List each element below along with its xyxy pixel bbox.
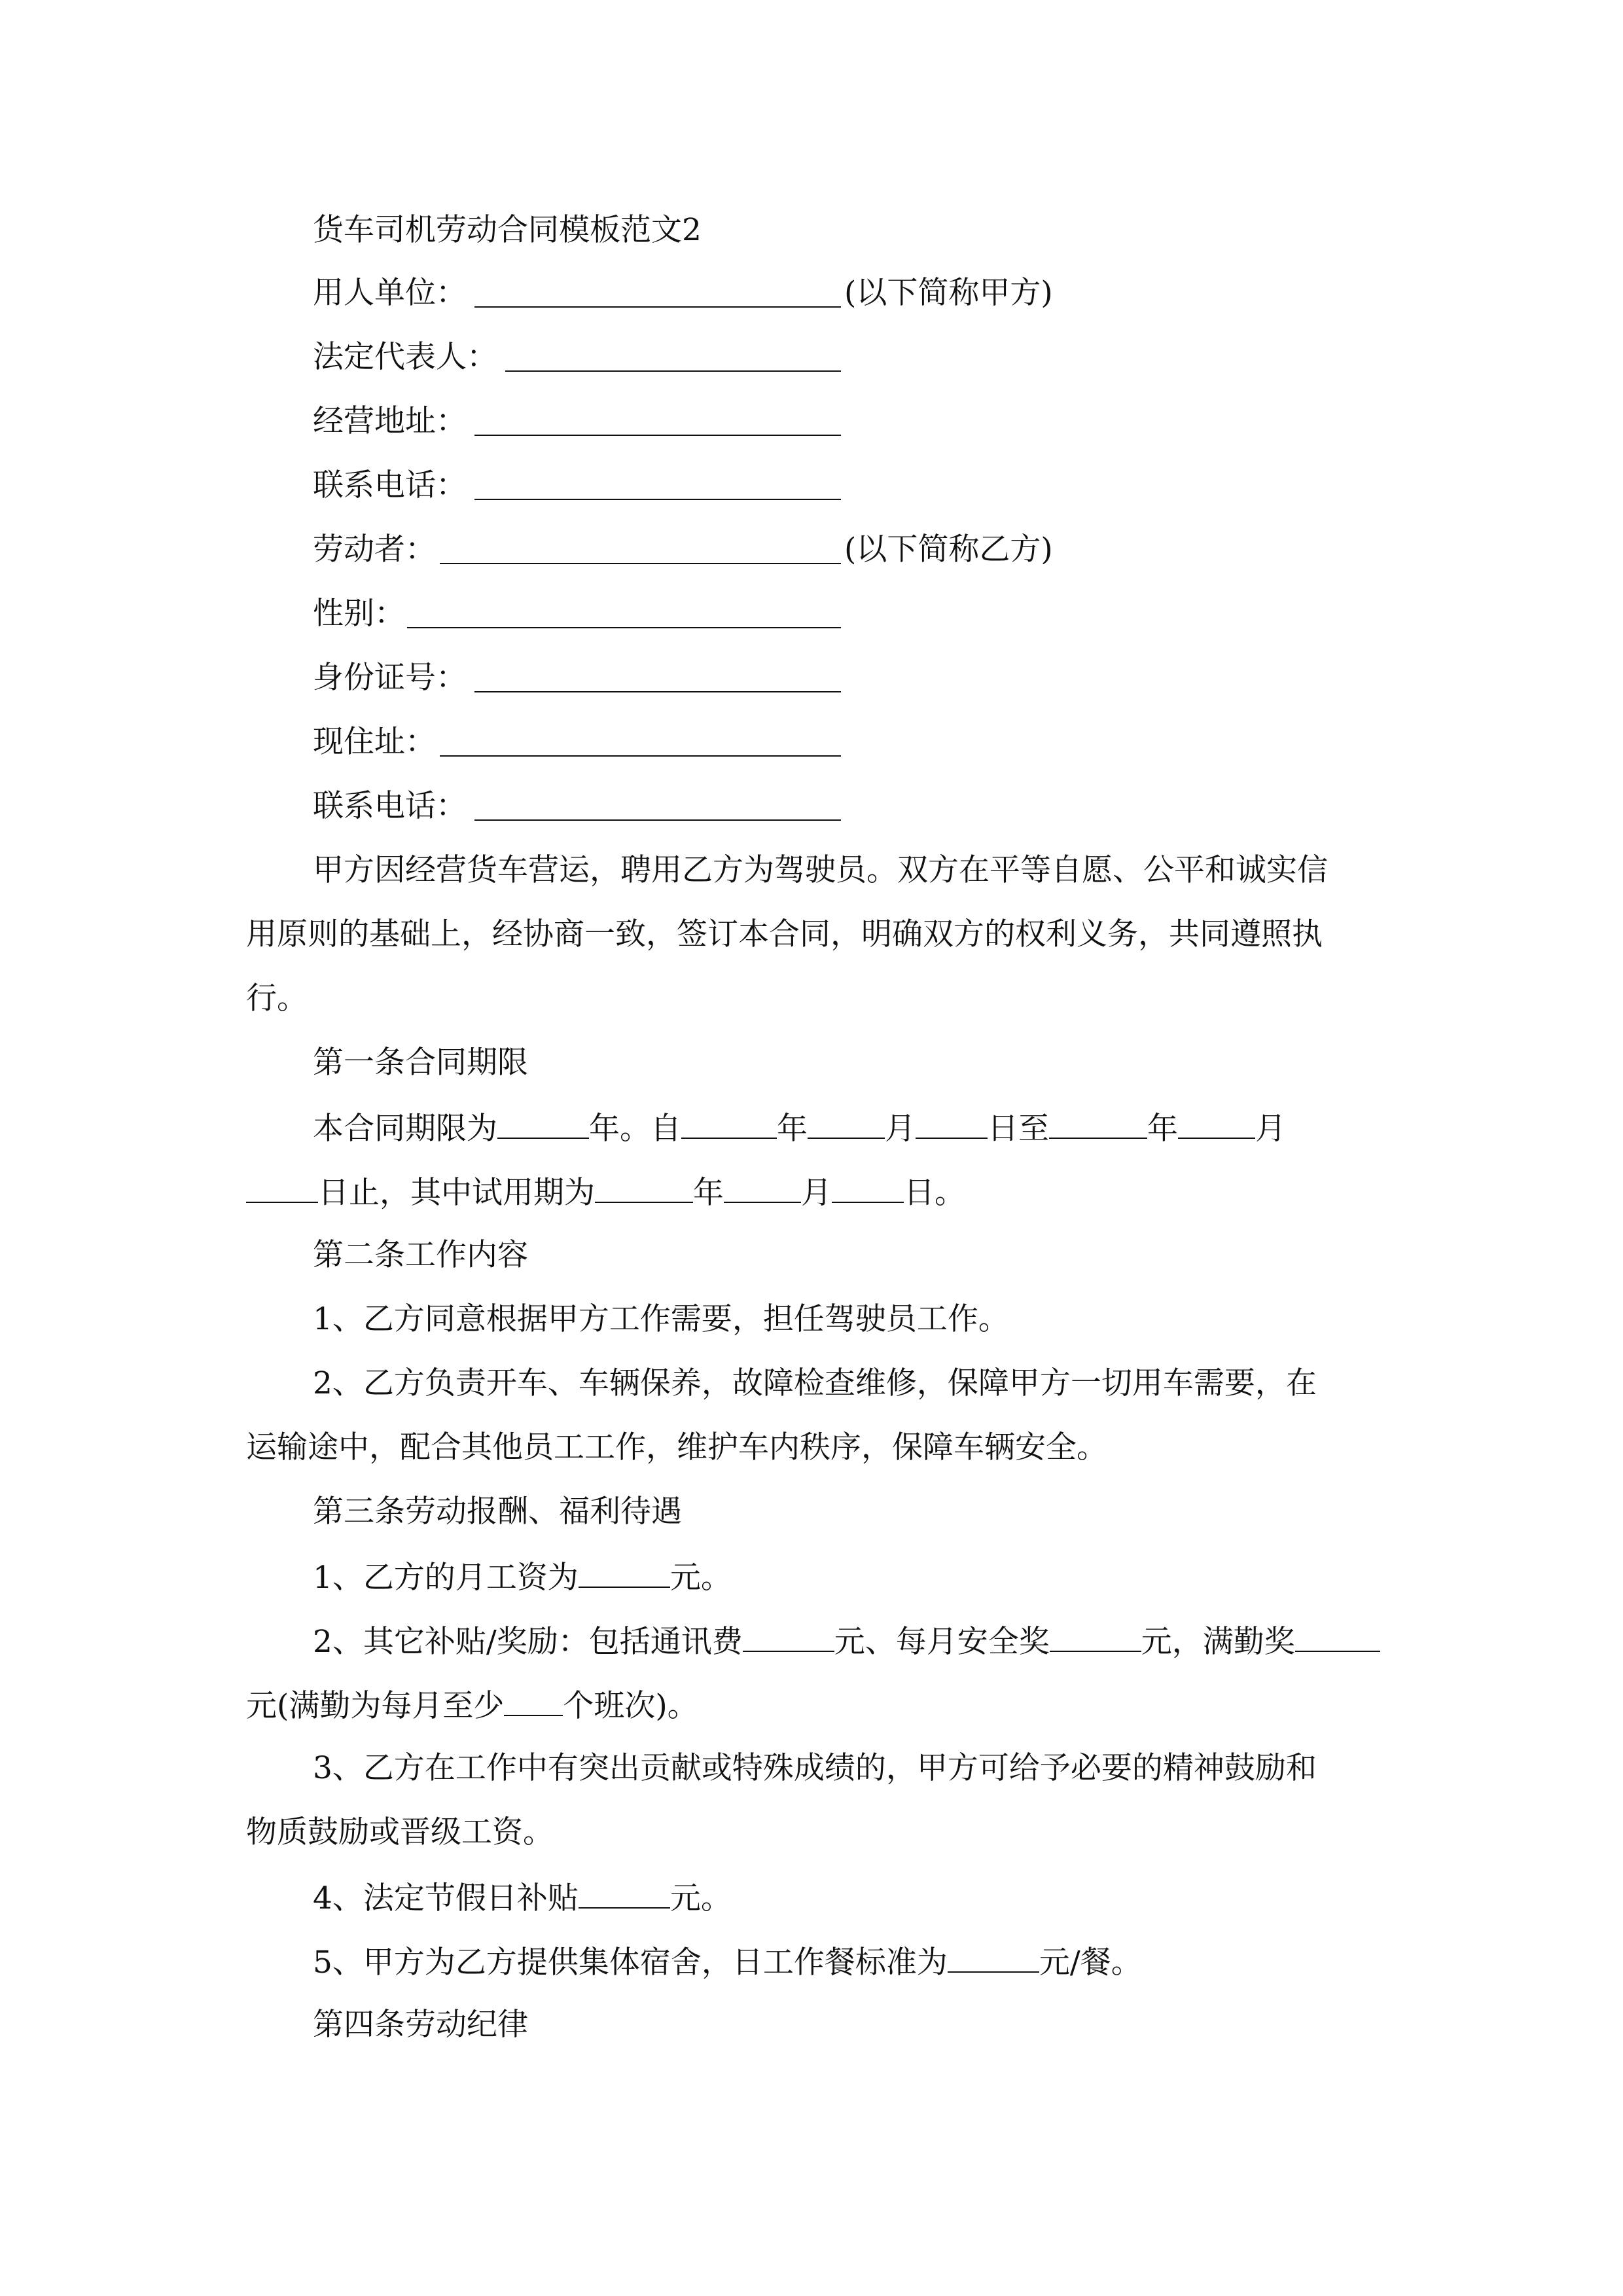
- term-text: 日止，其中试用期为: [318, 1175, 595, 1211]
- article-1-line-1: [313, 1107, 1286, 1147]
- article-3-item-1: [313, 1556, 732, 1596]
- address-label: 现住址：: [313, 724, 436, 760]
- term-text: 年。自: [589, 1111, 681, 1147]
- address-field[interactable]: [440, 755, 841, 757]
- term-text: 本合同期限为: [313, 1111, 497, 1147]
- article-3-item-3-line-2: 物质鼓励或晋级工资。: [246, 1814, 554, 1850]
- phone-label-b: 联系电话：: [313, 788, 467, 824]
- intro-line-3: 行。: [246, 980, 308, 1016]
- telecom-fee-blank[interactable]: [743, 1621, 834, 1652]
- intro-line-1: 甲方因经营货车营运，聘用乙方为驾驶员。双方在平等自愿、公平和诚实信: [313, 852, 1328, 888]
- article-2-title: 第二条工作内容: [313, 1237, 528, 1273]
- term-years-blank[interactable]: [497, 1107, 589, 1139]
- article-3-item-3-line-1: 3、乙方在工作中有突出贡献或特殊成绩的，甲方可给予必要的精神鼓励和: [313, 1750, 1317, 1786]
- allowance-text: 个班次)。: [563, 1688, 698, 1724]
- term-text: 日。: [904, 1175, 965, 1211]
- meal-text: 5、甲方为乙方提供集体宿舍，日工作餐标准为: [313, 1945, 948, 1981]
- allowance-text: 元、每月安全奖: [834, 1624, 1050, 1660]
- attendance-bonus-blank[interactable]: [1295, 1621, 1380, 1652]
- probation-year-blank[interactable]: [595, 1172, 693, 1203]
- article-2-item-2-line-2: 运输途中，配合其他员工工作，维护车内秩序，保障车辆安全。: [246, 1429, 1107, 1465]
- article-3-item-4: [313, 1877, 732, 1916]
- business-address-field[interactable]: [474, 435, 841, 436]
- term-text: 日至: [988, 1111, 1049, 1147]
- article-3-item-2-line-2: [246, 1685, 698, 1724]
- salary-text: 1、乙方的月工资为: [313, 1560, 579, 1596]
- start-year-blank[interactable]: [681, 1107, 777, 1139]
- monthly-salary-blank[interactable]: [579, 1556, 670, 1588]
- id-field[interactable]: [474, 691, 841, 692]
- allowance-text: 元，满勤奖: [1141, 1624, 1295, 1660]
- article-3-item-5: [313, 1941, 1142, 1981]
- legal-rep-field[interactable]: [505, 370, 841, 372]
- gender-label: 性别：: [313, 596, 405, 632]
- employer-field[interactable]: [474, 306, 841, 308]
- intro-line-2: 用原则的基础上，经协商一致，签订本合同，明确双方的权利义务，共同遵照执: [246, 916, 1323, 952]
- meal-standard-blank[interactable]: [948, 1941, 1039, 1973]
- document-title: 货车司机劳动合同模板范文2: [313, 212, 702, 248]
- allowance-text: 2、其它补贴/奖励：包括通讯费: [313, 1624, 743, 1660]
- probation-month-blank[interactable]: [724, 1172, 801, 1203]
- article-2-item-1: 1、乙方同意根据甲方工作需要，担任驾驶员工作。: [313, 1301, 1009, 1337]
- phone-field-b[interactable]: [474, 819, 841, 821]
- end-day-blank[interactable]: [246, 1172, 318, 1203]
- holiday-text: 4、法定节假日补贴: [313, 1880, 579, 1916]
- term-text: 年: [1147, 1111, 1178, 1147]
- article-2-item-2-line-1: 2、乙方负责开车、车辆保养，故障检查维修，保障甲方一切用车需要，在: [313, 1365, 1317, 1401]
- probation-day-blank[interactable]: [832, 1172, 904, 1203]
- article-3-title: 第三条劳动报酬、福利待遇: [313, 1494, 682, 1530]
- phone-field-a[interactable]: [474, 499, 841, 500]
- worker-suffix: (以下简称乙方): [844, 531, 1053, 567]
- holiday-text: 元。: [669, 1880, 732, 1916]
- min-shifts-blank[interactable]: [504, 1685, 563, 1716]
- employer-suffix: (以下简称甲方): [844, 275, 1053, 311]
- safety-bonus-blank[interactable]: [1050, 1621, 1141, 1652]
- holiday-allowance-blank[interactable]: [579, 1877, 670, 1909]
- allowance-text: 元(满勤为每月至少: [246, 1688, 505, 1724]
- term-text: 年: [777, 1111, 808, 1147]
- article-1-title: 第一条合同期限: [313, 1045, 528, 1081]
- salary-text: 元。: [669, 1560, 732, 1596]
- phone-label-a: 联系电话：: [313, 467, 467, 503]
- term-text: 年: [693, 1175, 724, 1211]
- article-4-title: 第四条劳动纪律: [313, 2007, 528, 2043]
- term-text: 月: [885, 1111, 916, 1147]
- start-month-blank[interactable]: [808, 1107, 885, 1139]
- worker-label: 劳动者：: [313, 531, 436, 567]
- legal-rep-label: 法定代表人：: [313, 339, 497, 375]
- start-day-blank[interactable]: [916, 1107, 988, 1139]
- meal-text: 元/餐。: [1039, 1945, 1142, 1981]
- term-text: 月: [1255, 1111, 1286, 1147]
- article-3-item-2-line-1: [313, 1621, 1380, 1660]
- business-address-label: 经营地址：: [313, 403, 467, 439]
- term-text: 月: [801, 1175, 832, 1211]
- article-1-line-2: [246, 1172, 965, 1211]
- employer-label: 用人单位：: [313, 275, 467, 311]
- worker-field[interactable]: [440, 563, 841, 564]
- end-year-blank[interactable]: [1049, 1107, 1147, 1139]
- id-label: 身份证号：: [313, 660, 467, 696]
- end-month-blank[interactable]: [1178, 1107, 1255, 1139]
- gender-field[interactable]: [407, 627, 841, 628]
